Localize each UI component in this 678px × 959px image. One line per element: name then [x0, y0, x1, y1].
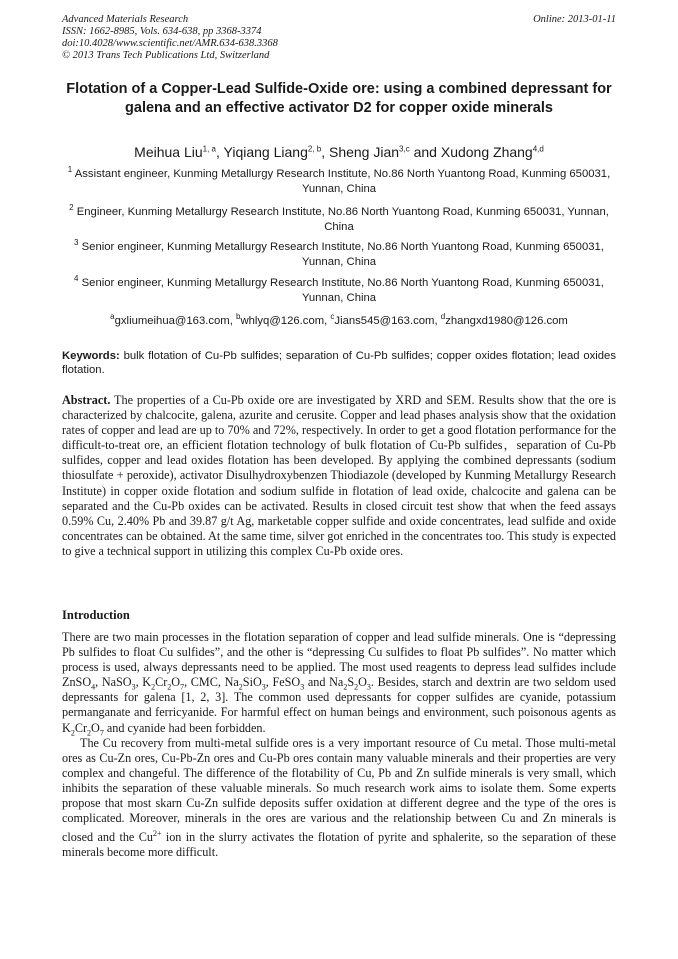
abstract-text: The properties of a Cu-Pb oxide ore are investigated by XRD and SEM. Results show that the ore is characterized by chalcocite, galena, azurite and cerusite. Copper and lead phases analysis show that the oxidation rates of copper and lead are up to 70% and 72%, respectively. In order to get a good flotation performance for the difficult-to-treat ore, an efficient flotation technology of bulk flotation of Cu-Pb sulfides，separation of Cu-Pb sulfides, copper and lead oxides flotation has been developed. By applying the combined depressants (sodium thiosulfate + peroxide), activator Disulhydroxybenzen Thiodiazole (developed by Kunming Metallurgy Research Institute) in copper oxide flotation and sodium sulfide in flotation of lead oxide, chalcocite and galena can be separated and the Cu-Pb oxides can be activated. Results in closed circuit test show that when the feed assays 0.59% Cu, 2.40% Pb and 39.87 g/t Ag, marketable copper sulfide and oxide concentrates, lead sulfide and oxide concentrates can be obtained. At the same time, silver got enriched in the concentrates too. This study is expected to give a technical support in utilizing this complex Cu-Pb oxide ores.: [62, 393, 617, 558]
email-sup: b: [236, 312, 241, 322]
email-sup: d: [440, 312, 446, 322]
affiliation-1: [62, 167, 616, 197]
author-list: [62, 143, 616, 161]
affiliation-text: Senior engineer, Kunming Metallurgy Research Institute, No.86 North Yuantong Road, Kunming 650031, Yunnan, China: [81, 241, 604, 268]
author-name: Yiqiang Liang: [223, 144, 308, 160]
affiliation-2: [62, 205, 616, 235]
affiliation-text: Engineer, Kunming Metallurgy Research Institute, No.86 North Yuantong Road, Kunming 650031, Yunnan, China: [76, 206, 609, 233]
intro-paragraph-1: There are two main processes in the flotation separation of copper and lead sulfide minerals. One is “depressing Pb sulfides to float Cu sulfides”, and the other is “depressing Cu sulfides to float Pb sulfides”. No matter which process is used, always depressants need to be applied. The most used reagents to depress lead sulfides include ZnSO$_4$, NaSO$_3$, $K_2Cr_2O_7$, CMC, $Na_2SiO_3$, FeSO$_3$ and $Na_2S_2O_3$. Besides, starch and dextrin are two seldom used depressants for galena [1, 2, 3]. The common used depressants for copper sulfides are cyanide, potassium permanganate and ferricyanide. For harmful effect on human beings and environment, such poisonous agents as $K_2Cr_2O_7$ and cyanide had been forbidden.: [62, 630, 616, 737]
abstract-block: [62, 393, 616, 559]
abstract-label: Abstract.: [62, 393, 111, 407]
journal-header: [62, 14, 616, 62]
affiliation-text: Assistant engineer, Kunming Metallurgy Research Institute, No.86 North Yuantong Road, Kunming 650031, Yunnan, China: [74, 168, 611, 195]
doi-line: doi:10.4028/www.scientific.net/AMR.634-638.3368: [62, 38, 278, 49]
author-sup: 4,d: [532, 144, 544, 154]
copyright-line: © 2013 Trans Tech Publications Ltd, Switzerland: [62, 50, 270, 61]
author-separator: ,: [216, 144, 224, 160]
email-sup: a: [110, 312, 115, 322]
affiliation-number: 1: [67, 165, 73, 175]
introduction-body: [62, 630, 616, 860]
email-address[interactable]: Jians545@163.com: [334, 315, 435, 327]
keywords-block: [62, 349, 616, 377]
author-separator: and: [409, 144, 441, 160]
affiliation-number: 4: [74, 274, 79, 284]
journal-name: Advanced Materials Research: [62, 14, 189, 25]
issn-line: ISSN: 1662-8985, Vols. 634-638, pp 3368-3374: [62, 26, 262, 37]
author-sup: 3,c: [399, 144, 410, 154]
affiliation-number: 2: [69, 203, 74, 213]
author-sup: 1, a: [202, 144, 216, 154]
affiliation-text: Senior engineer, Kunming Metallurgy Research Institute, No.86 North Yuantong Road, Kunming 650031, Yunnan, China: [81, 277, 604, 304]
keywords-label: Keywords:: [62, 350, 120, 362]
affiliation-4: [62, 276, 616, 306]
author-name: Meihua Liu: [134, 144, 203, 160]
email-sup: c: [330, 312, 335, 322]
author-sup: 2, b: [307, 144, 322, 154]
author-name: Xudong Zhang: [440, 144, 533, 160]
affiliation-number: 3: [74, 238, 79, 248]
email-address[interactable]: whlyq@126.com: [240, 315, 325, 327]
keywords-text: bulk flotation of Cu-Pb sulfides; separation of Cu-Pb sulfides; copper oxides flotation; lead oxides flotation.: [62, 350, 616, 376]
email-address[interactable]: zhangxd1980@126.com: [445, 315, 568, 327]
paper-title: Flotation of a Copper-Lead Sulfide-Oxide ore: using a combined depressant for galena and an effective activator D2 for copper oxide minerals: [66, 81, 612, 116]
author-separator: ,: [321, 144, 329, 160]
email-list: $^a$gxliumeihua@163.com, $^b$whlyq@126.com, $^c$Jians545@163.com, $^d$zhangxd1980@126.com: [110, 312, 568, 327]
online-date: Online: 2013-01-11: [533, 14, 616, 25]
intro-paragraph-2: The Cu recovery from multi-metal sulfide ores is a very important resource of Cu metal. Those multi-metal ores as Cu-Zn ores, Cu-Pb-Zn ores and Cu-Pb ores contain many valuable minerals and their properties are very complex and changeful. The difference of the flotability of Cu, Pb and Zn sulfide minerals is very small, which inhibits the separation of these valuable minerals. So much research work aims to isolate them. Some experts propose that most skarn Cu-Zn sulfide deposits suffer oxidation at different degree and the type of the ores is complicated. Moreover, minerals in the ores are various and the relationship between Cu and Zn minerals is closed and the $Cu^{2+}$ ion in the slurry activates the flotation of pyrite and sphalerite, so the separation of these minerals become more difficult.: [62, 735, 616, 860]
introduction-heading: Introduction: [62, 608, 130, 622]
affiliation-3: [62, 240, 616, 270]
email-address[interactable]: gxliumeihua@163.com: [114, 315, 230, 327]
author-name: Sheng Jian: [328, 144, 400, 160]
